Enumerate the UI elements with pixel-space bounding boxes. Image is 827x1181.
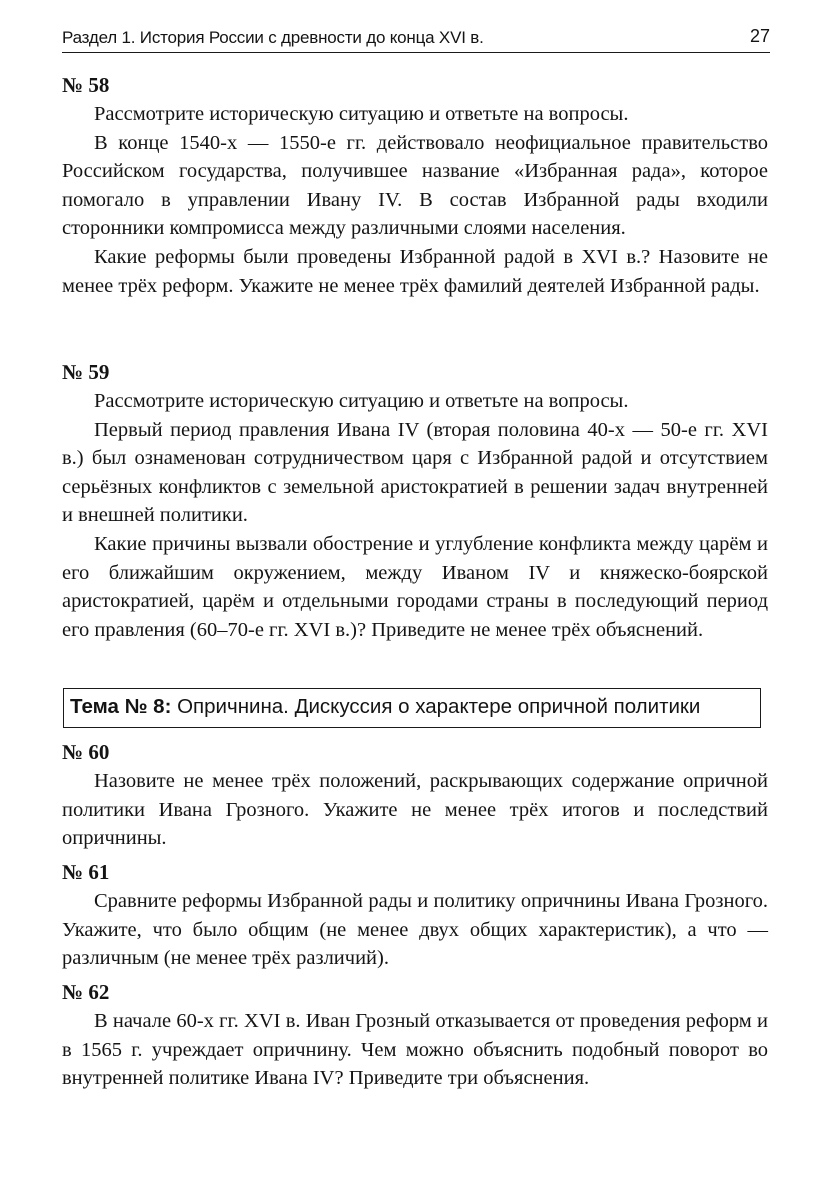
task-number: № 61: [62, 860, 110, 884]
topic-heading: [63, 688, 761, 728]
task-62: [62, 977, 768, 1093]
task-number: № 58: [62, 73, 110, 97]
task-paragraph: Какие реформы были проведены Избранной радой в XVI в.? Назовите не менее трёх реформ. Укажите не менее трёх фамилий деятелей Избранной рады.: [62, 245, 768, 297]
section-title: Раздел 1. История России с древности до конца XVI в.: [62, 28, 484, 47]
topic-title: Опричнина. Дискуссия о характере опричной политики: [177, 695, 701, 718]
task-paragraph: Первый период правления Ивана IV (вторая половина 40-х — 50-е гг. XVI в.) был ознаменован сотрудничеством царя с Избранной радой и отсутствием серьёзных конфликтов с земельной аристократией в решении задач внутренней и внешней политики.: [62, 418, 768, 527]
task-60: [62, 737, 768, 853]
task-59: [62, 357, 768, 644]
task-number: № 59: [62, 360, 110, 384]
task-paragraph: В конце 1540-х — 1550-е гг. действовало неофициальное правительство Российском государства, получившее название «Избранная рада», которое помогало в управлении Ивану IV. В состав Избранной рады входили сторонники компромисса между различными слоями населения.: [62, 131, 768, 240]
task-paragraph: В начале 60-х гг. XVI в. Иван Грозный отказывается от проведения реформ и в 1565 г. учреждает опричнину. Чем можно объяснить подобный поворот во внутренней политике Ивана IV? Приведите три объяснения.: [62, 1010, 768, 1090]
task-paragraph: Назовите не менее трёх положений, раскрывающих содержание опричной политики Ивана Грозного. Укажите не менее трёх итогов и последствий опричнины.: [62, 770, 768, 850]
task-paragraph: Какие причины вызвали обострение и углубление конфликта между царём и его ближайшим окружением, между Иваном IV и княжеско-боярской аристократией, царём и отдельными городами страны в последующий период его правления (60–70-е гг. XVI в.)? Приведите не менее трёх объяснений.: [62, 532, 768, 641]
running-header: [62, 26, 770, 53]
task-58: [62, 70, 768, 300]
task-61: [62, 857, 768, 973]
task-paragraph: Рассмотрите историческую ситуацию и ответьте на вопросы.: [94, 390, 629, 412]
task-number: № 62: [62, 980, 110, 1004]
task-paragraph: Сравните реформы Избранной рады и политику опричнины Ивана Грозного. Укажите, что было общим (не менее двух общих характеристик), а что — различным (не менее трёх различий).: [62, 890, 768, 970]
page-number: 27: [749, 26, 770, 46]
task-paragraph: Рассмотрите историческую ситуацию и ответьте на вопросы.: [94, 103, 629, 125]
topic-label: Тема № 8:: [70, 695, 172, 718]
task-number: № 60: [62, 740, 110, 764]
